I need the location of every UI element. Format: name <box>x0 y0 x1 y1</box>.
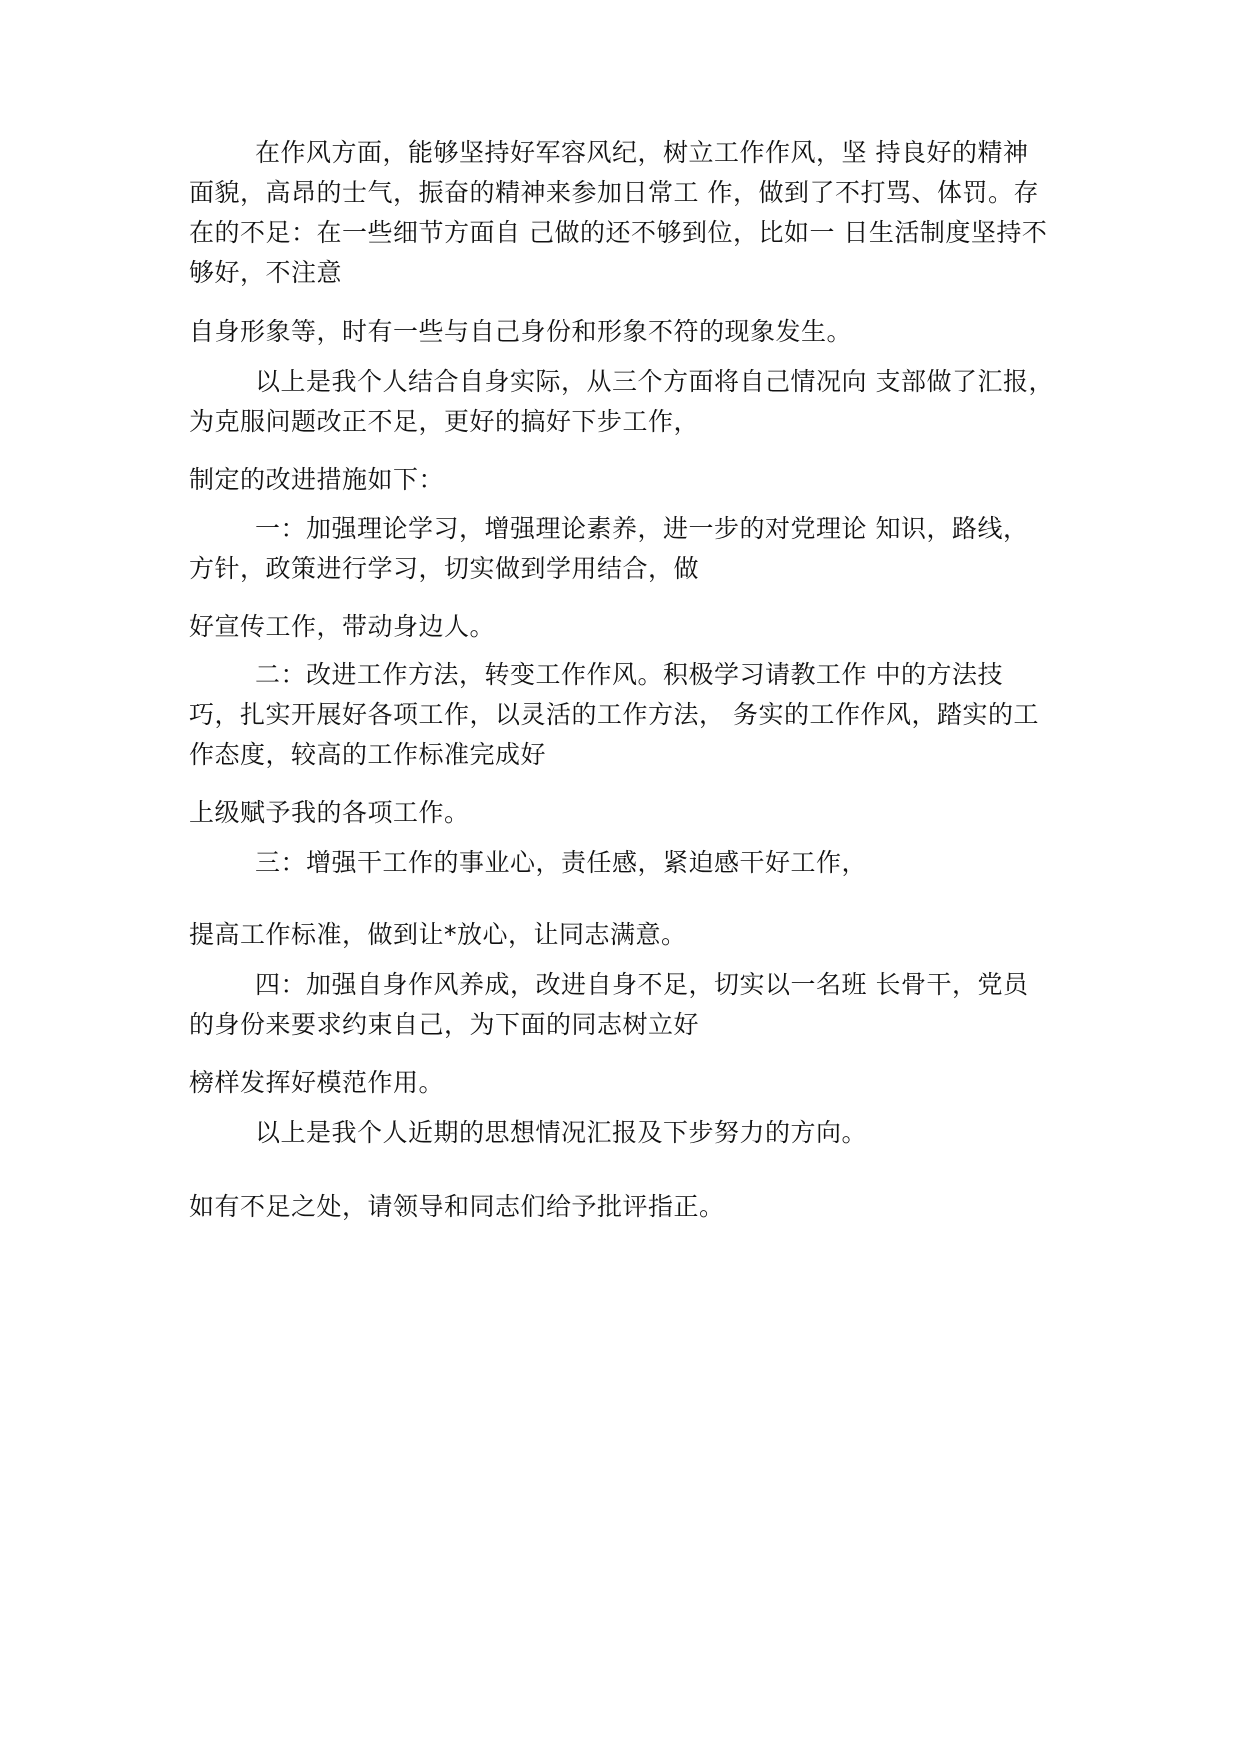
text-line: 够好，不注意 <box>189 258 343 287</box>
text-line: 的身份来要求约束自己，为下面的同志树立好 <box>189 1010 700 1039</box>
text-line: 以上是我个人结合自身实际，从三个方面将自己情况向 支部做了汇报， <box>255 367 1054 396</box>
text-line: 上级赋予我的各项工作。 <box>189 798 470 827</box>
text-line: 提高工作标准，做到让*放心，让同志满意。 <box>189 920 687 949</box>
text-line: 为克服问题改正不足，更好的搞好下步工作， <box>189 407 700 436</box>
text-line: 作态度，较高的工作标准完成好 <box>189 740 547 769</box>
text-line: 在作风方面，能够坚持好军容风纪，树立工作作风，坚 持良好的精神 <box>255 138 1029 167</box>
text-line: 二：改进工作方法，转变工作作风。积极学习请教工作 中的方法技 <box>255 660 1003 689</box>
text-line: 自身形象等，时有一些与自己身份和形象不符的现象发生。 <box>189 317 853 346</box>
text-line: 四：加强自身作风养成，改进自身不足，切实以一名班 长骨干，党员 <box>255 970 1029 999</box>
text-line: 榜样发挥好模范作用。 <box>189 1068 445 1097</box>
text-line: 制定的改进措施如下： <box>189 465 445 494</box>
text-line: 方针，政策进行学习，切实做到学用结合，做 <box>189 554 700 583</box>
text-line: 在的不足：在一些细节方面自 己做的还不够到位，比如一 日生活制度坚持不 <box>189 218 1048 247</box>
text-line: 一：加强理论学习，增强理论素养，进一步的对党理论 知识，路线， <box>255 514 1029 543</box>
text-line: 以上是我个人近期的思想情况汇报及下步努力的方向。 <box>255 1118 868 1147</box>
text-line: 面貌，高昂的士气，振奋的精神来参加日常工 作，做到了不打骂、体罚。存 <box>189 178 1039 207</box>
text-line: 巧，扎实开展好各项工作，以灵活的工作方法， 务实的工作作风，踏实的工 <box>189 700 1039 729</box>
text-line: 如有不足之处，请领导和同志们给予批评指正。 <box>189 1192 725 1221</box>
text-line: 三：增强干工作的事业心，责任感，紧迫感干好工作， <box>255 848 868 877</box>
text-line: 好宣传工作，带动身边人。 <box>189 612 496 641</box>
